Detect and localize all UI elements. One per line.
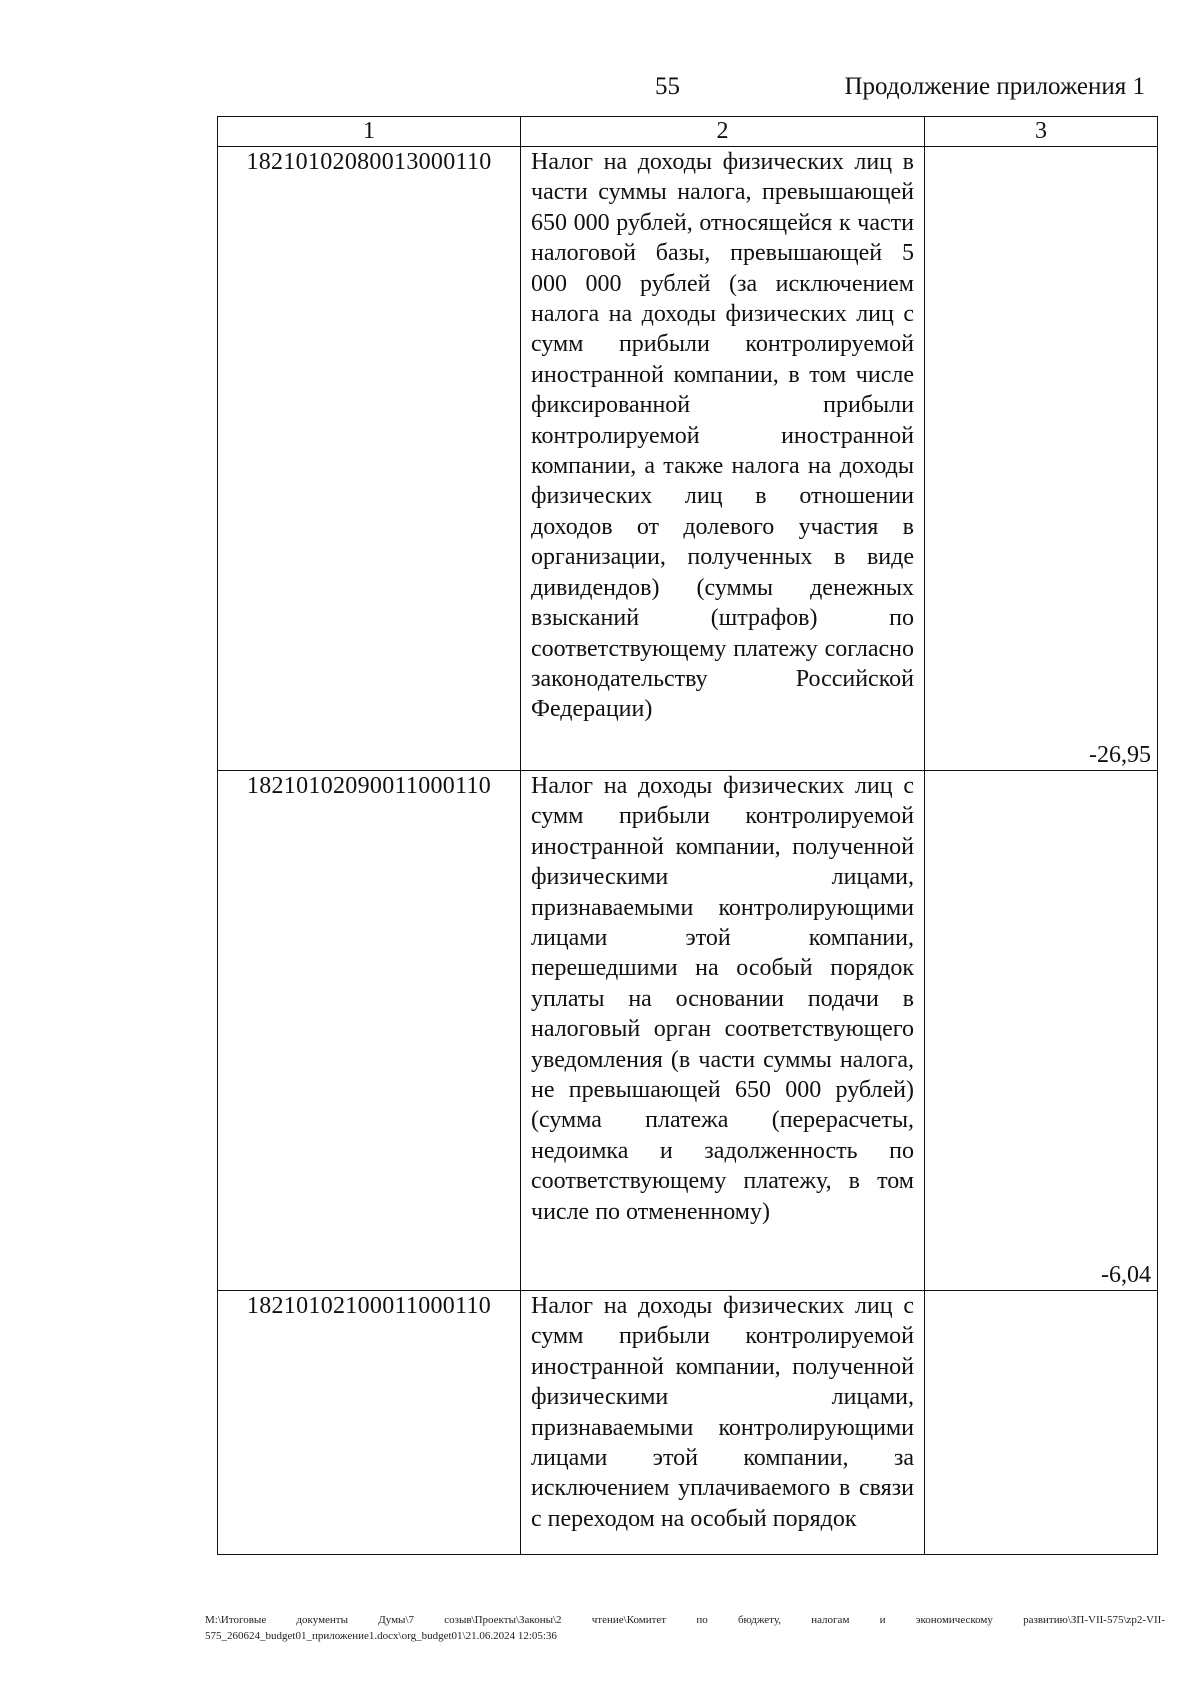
row-code: 18210102090011000110	[218, 771, 521, 1291]
row-code: 18210102080013000110	[218, 147, 521, 771]
row-description: Налог на доходы физических лиц с сумм прибыли контролируемой иностранной компании, полученной физическими лицами, признаваемыми контролирующими лицами этой компании, за исключением уплачиваемого в связи с переходом на особый порядок	[521, 1291, 925, 1555]
row-code: 18210102100011000110	[218, 1291, 521, 1555]
table-row	[218, 1291, 1158, 1555]
page-number: 55	[655, 73, 680, 100]
document-file-path: M:\Итоговые документы Думы\7 созыв\Проекты\Законы\2 чтение\Комитет по бюджету, налогам и экономическому развитию\ЗП-VII-575\zp2-VII-575_260624_budget01_приложение1.docx\org_budget01\21.06.2024 12:05:36	[205, 1614, 1165, 1642]
column-header-3: 3	[925, 117, 1158, 147]
budget-table	[217, 116, 1158, 1555]
column-header-1: 1	[218, 117, 521, 147]
row-amount	[925, 1291, 1158, 1555]
table-row	[218, 771, 1158, 1291]
table-row	[218, 147, 1158, 771]
row-amount: -6,04	[925, 771, 1158, 1291]
table-header-row	[218, 117, 1158, 147]
continuation-label: Продолжение приложения 1	[844, 73, 1145, 100]
row-description: Налог на доходы физических лиц в части суммы налога, превышающей 650 000 рублей, относящейся к части налоговой базы, превышающей 5 000 000 рублей (за исключением налога на доходы физических лиц с сумм прибыли контролируемой иностранной компании, в том числе фиксированной прибыли контролируемой иностранной компании, а также налога на доходы физических лиц в отношении доходов от долевого участия в организации, полученных в виде дивидендов) (суммы денежных взысканий (штрафов) по соответствующему платежу согласно законодательству Российской Федерации)	[521, 147, 925, 771]
column-header-2: 2	[521, 117, 925, 147]
row-amount: -26,95	[925, 147, 1158, 771]
row-description: Налог на доходы физических лиц с сумм прибыли контролируемой иностранной компании, полученной физическими лицами, признаваемыми контролирующими лицами этой компании, перешедшими на особый порядок уплаты на основании подачи в налоговый орган соответствующего уведомления (в части суммы налога, не превышающей 650 000 рублей) (сумма платежа (перерасчеты, недоимка и задолженность по соответствующему платежу, в том числе по отмененному)	[521, 771, 925, 1291]
